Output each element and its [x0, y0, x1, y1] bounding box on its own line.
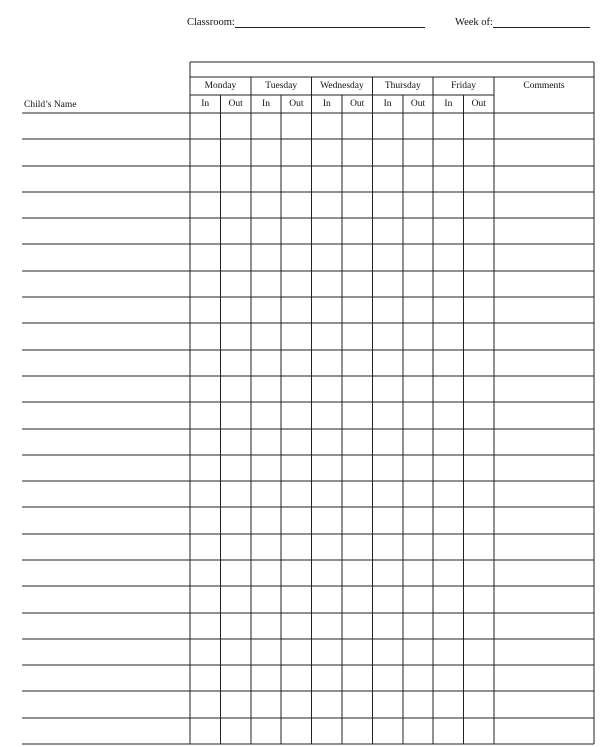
in-header: In: [444, 99, 453, 109]
classroom-label: Classroom:: [187, 17, 235, 28]
out-header: Out: [410, 99, 426, 109]
childs-name-header: Child’s Name: [24, 100, 77, 110]
day-header-monday: Monday: [204, 81, 237, 91]
in-header: In: [201, 99, 210, 109]
comments-header: Comments: [523, 81, 565, 91]
out-header: Out: [228, 99, 243, 109]
day-header-tuesday: Tuesday: [265, 81, 298, 91]
in-header: In: [383, 99, 392, 109]
day-header-thursday: Thursday: [384, 81, 421, 91]
in-header: In: [262, 99, 270, 109]
day-header-friday: Friday: [451, 81, 476, 91]
out-header: Out: [471, 99, 486, 109]
day-header-wednesday: Wednesday: [320, 81, 364, 91]
in-header: In: [322, 99, 331, 109]
week-of-label: Week of:: [455, 17, 493, 28]
out-header: Out: [350, 99, 365, 109]
out-header: Out: [289, 99, 304, 109]
